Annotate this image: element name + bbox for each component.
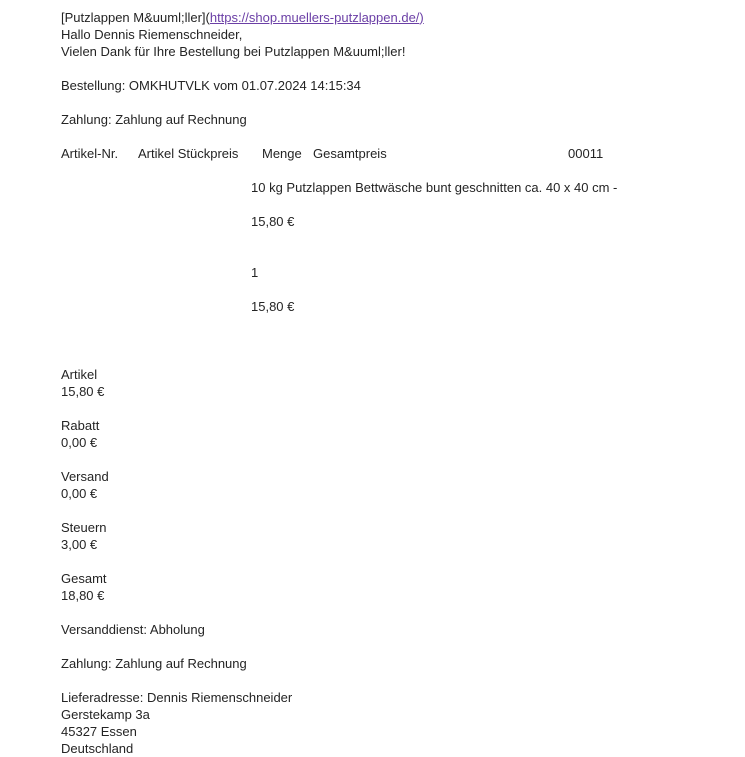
order-table-header-cell: 00011 bbox=[568, 146, 604, 161]
order-table-header-row bbox=[61, 145, 725, 162]
blank-line bbox=[61, 230, 725, 247]
blank-line bbox=[61, 502, 725, 519]
delivery-address-country-line: Deutschland bbox=[61, 741, 134, 756]
payment-method-line: Zahlung: Zahlung auf Rechnung bbox=[61, 112, 247, 127]
blank-line bbox=[61, 349, 725, 366]
blank-line bbox=[61, 553, 725, 570]
greeting-line: Hallo Dennis Riemenschneider, bbox=[61, 27, 243, 42]
shipping-service-line: Versanddienst: Abholung bbox=[61, 622, 205, 637]
totals-discount-label: Rabatt bbox=[61, 418, 100, 433]
blank-line bbox=[61, 604, 725, 621]
payment-method-line-2: Zahlung: Zahlung auf Rechnung bbox=[61, 656, 247, 671]
link-suffix-text: ) bbox=[419, 10, 424, 25]
blank-line bbox=[61, 162, 725, 179]
blank-line bbox=[61, 315, 725, 332]
order-table-header-cell: Artikel Stückpreis bbox=[138, 146, 239, 161]
totals-grand-total-label: Gesamt bbox=[61, 571, 107, 586]
totals-shipping-label: Versand bbox=[61, 469, 109, 484]
blank-line bbox=[61, 400, 725, 417]
order-table-header-cell: Artikel-Nr. bbox=[61, 146, 119, 161]
blank-line bbox=[61, 451, 725, 468]
shop-link[interactable]: https://shop.muellers-putzlappen.de/ bbox=[209, 10, 420, 25]
totals-tax-label: Steuern bbox=[61, 520, 107, 535]
totals-articles-label: Artikel bbox=[61, 367, 98, 382]
order-number-line: Bestellung: OMKHUTVLK vom 01.07.2024 14:15:34 bbox=[61, 78, 361, 93]
totals-discount-value: 0,00 € bbox=[61, 435, 98, 450]
thank-you-line: Vielen Dank für Ihre Bestellung bei Putzlappen M&uuml;ller! bbox=[61, 44, 406, 59]
blank-line bbox=[61, 281, 725, 298]
blank-line bbox=[61, 672, 725, 689]
blank-line bbox=[61, 638, 725, 655]
delivery-address-city-line: 45327 Essen bbox=[61, 724, 137, 739]
blank-line bbox=[61, 94, 725, 111]
totals-shipping-value: 0,00 € bbox=[61, 486, 98, 501]
item-description-line: 10 kg Putzlappen Bettwäsche bunt geschnitten ca. 40 x 40 cm - bbox=[251, 180, 618, 195]
item-unit-price-line: 15,80 € bbox=[251, 214, 295, 229]
blank-line bbox=[61, 60, 725, 77]
shop-link-line bbox=[61, 9, 725, 26]
delivery-address-street-line: Gerstekamp 3a bbox=[61, 707, 150, 722]
item-total-price-line: 15,80 € bbox=[251, 299, 295, 314]
order-table-header-cell: Menge bbox=[262, 146, 302, 161]
link-prefix-text: [Putzlappen M&uuml;ller]( bbox=[61, 10, 210, 25]
order-table-header-cell: Gesamtpreis bbox=[313, 146, 387, 161]
blank-line bbox=[61, 247, 725, 264]
item-quantity-line: 1 bbox=[251, 265, 259, 280]
delivery-address-name-line: Lieferadresse: Dennis Riemenschneider bbox=[61, 690, 293, 705]
totals-tax-value: 3,00 € bbox=[61, 537, 98, 552]
blank-line bbox=[61, 128, 725, 145]
blank-line bbox=[61, 332, 725, 349]
blank-line bbox=[61, 196, 725, 213]
totals-grand-total-value: 18,80 € bbox=[61, 588, 105, 603]
totals-articles-value: 15,80 € bbox=[61, 384, 105, 399]
